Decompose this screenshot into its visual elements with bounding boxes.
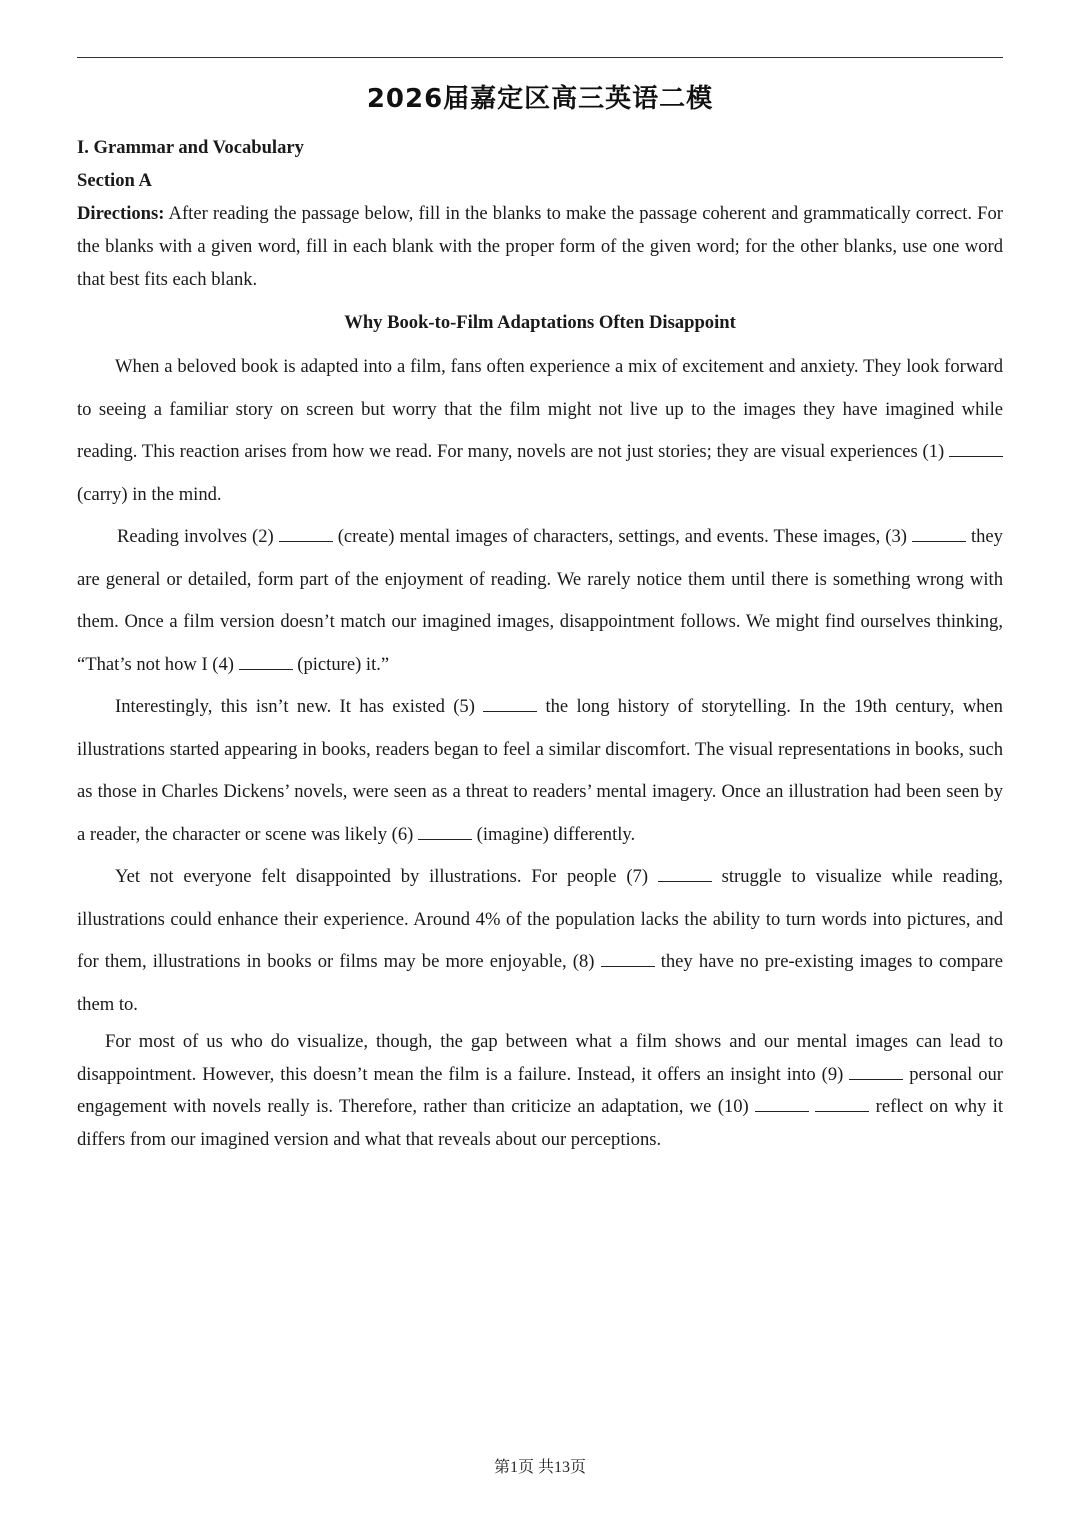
paragraph-3: [77, 686, 1003, 856]
blank-8[interactable]: [601, 952, 655, 967]
paragraph-text: (imagine) differently.: [471, 823, 636, 845]
paragraph-5: [77, 1026, 1003, 1156]
blank-1[interactable]: [949, 442, 1003, 457]
paragraph-text: (carry) in the mind.: [77, 483, 222, 505]
paragraph-text: Interestingly, this isn’t new. It has existed (5): [115, 696, 484, 717]
blank-3[interactable]: [912, 527, 966, 542]
paragraph-4: [77, 856, 1003, 1026]
paragraph-text: they have no pre-existing images to compare them to.: [77, 951, 1004, 1015]
passage-title: Why Book-to-Film Adaptations Often Disappoint: [344, 312, 736, 333]
directions-text: After reading the passage below, fill in the blanks to make the passage coherent and grammatically correct. For the blanks with a given word, fill in each blank with the proper form of the given word; for the other blanks, use one word that best fits each blank.: [77, 203, 1003, 290]
header-rule: [77, 57, 1003, 58]
paragraph-text: (picture) it.”: [292, 653, 390, 675]
blank-9[interactable]: [849, 1065, 903, 1080]
blank-6[interactable]: [418, 825, 472, 840]
blank-2[interactable]: [279, 527, 333, 542]
part-heading: I. Grammar and Vocabulary: [77, 137, 304, 158]
blank-10a[interactable]: [755, 1097, 809, 1112]
paragraph-text: the long history of storytelling. In the 19th century, when illustrations started appearing in books, readers began to feel a similar discomfort. The visual representations in books, such as those in Charles Dickens’ novels, were seen as a threat to readers’ mental imagery. Once an illustration had been seen by a reader, the character or scene was likely (6): [77, 696, 1003, 845]
page-footer: 第1页 共13页: [493, 1459, 586, 1476]
blank-4[interactable]: [239, 655, 293, 670]
paragraph-text: When a beloved book is adapted into a film, fans often experience a mix of excitement and anxiety. They look forward to seeing a familiar story on screen but worry that the film might not live up to the images they have imagined while reading. This reaction arises from how we read. For many, novels are not just stories; they are visual experiences (1): [77, 356, 1003, 462]
paragraph-text: Yet not everyone felt disappointed by illustrations. For people (7): [115, 866, 658, 887]
blank-10b[interactable]: [815, 1097, 869, 1112]
paragraph-text: struggle to visualize while reading, illustrations could enhance their experience. Around 4% of the population lacks the ability to turn words into pictures, and for them, illustrations in books or films may be more enjoyable, (8): [77, 866, 1004, 972]
paragraph-text: (create) mental images of characters, settings, and events. These images, (3): [332, 526, 912, 547]
paragraph-text: For most of us who do visualize, though, the gap between what a film shows and our mental images can lead to disappointment. However, this doesn’t mean the film is a failure. Instead, it offers an insight into (9): [77, 1031, 1003, 1085]
paragraph-text: reflect on why it differs from our imagined version and what that reveals about our perceptions.: [77, 1096, 1003, 1150]
section-heading: Section A: [77, 170, 152, 191]
exam-content: [77, 131, 1003, 1156]
directions-label: Directions:: [77, 203, 165, 224]
blank-5[interactable]: [483, 697, 537, 712]
blank-7[interactable]: [658, 867, 712, 882]
paragraph-1: [77, 346, 1003, 516]
paragraph-2: [77, 516, 1003, 686]
directions: [77, 197, 1003, 296]
paragraph-text: they are general or detailed, form part of the enjoyment of reading. We rarely notice them until there is something wrong with them. Once a film version doesn’t match our imagined images, disappointment follows. We might find ourselves thinking, “That’s not how I (4): [77, 526, 1003, 675]
page-title: 2026届嘉定区高三英语二模: [366, 84, 714, 114]
paragraph-text: personal our engagement with novels really is. Therefore, rather than criticize an adaptation, we (10): [77, 1063, 1004, 1118]
paragraph-text: Reading involves (2): [117, 526, 279, 547]
